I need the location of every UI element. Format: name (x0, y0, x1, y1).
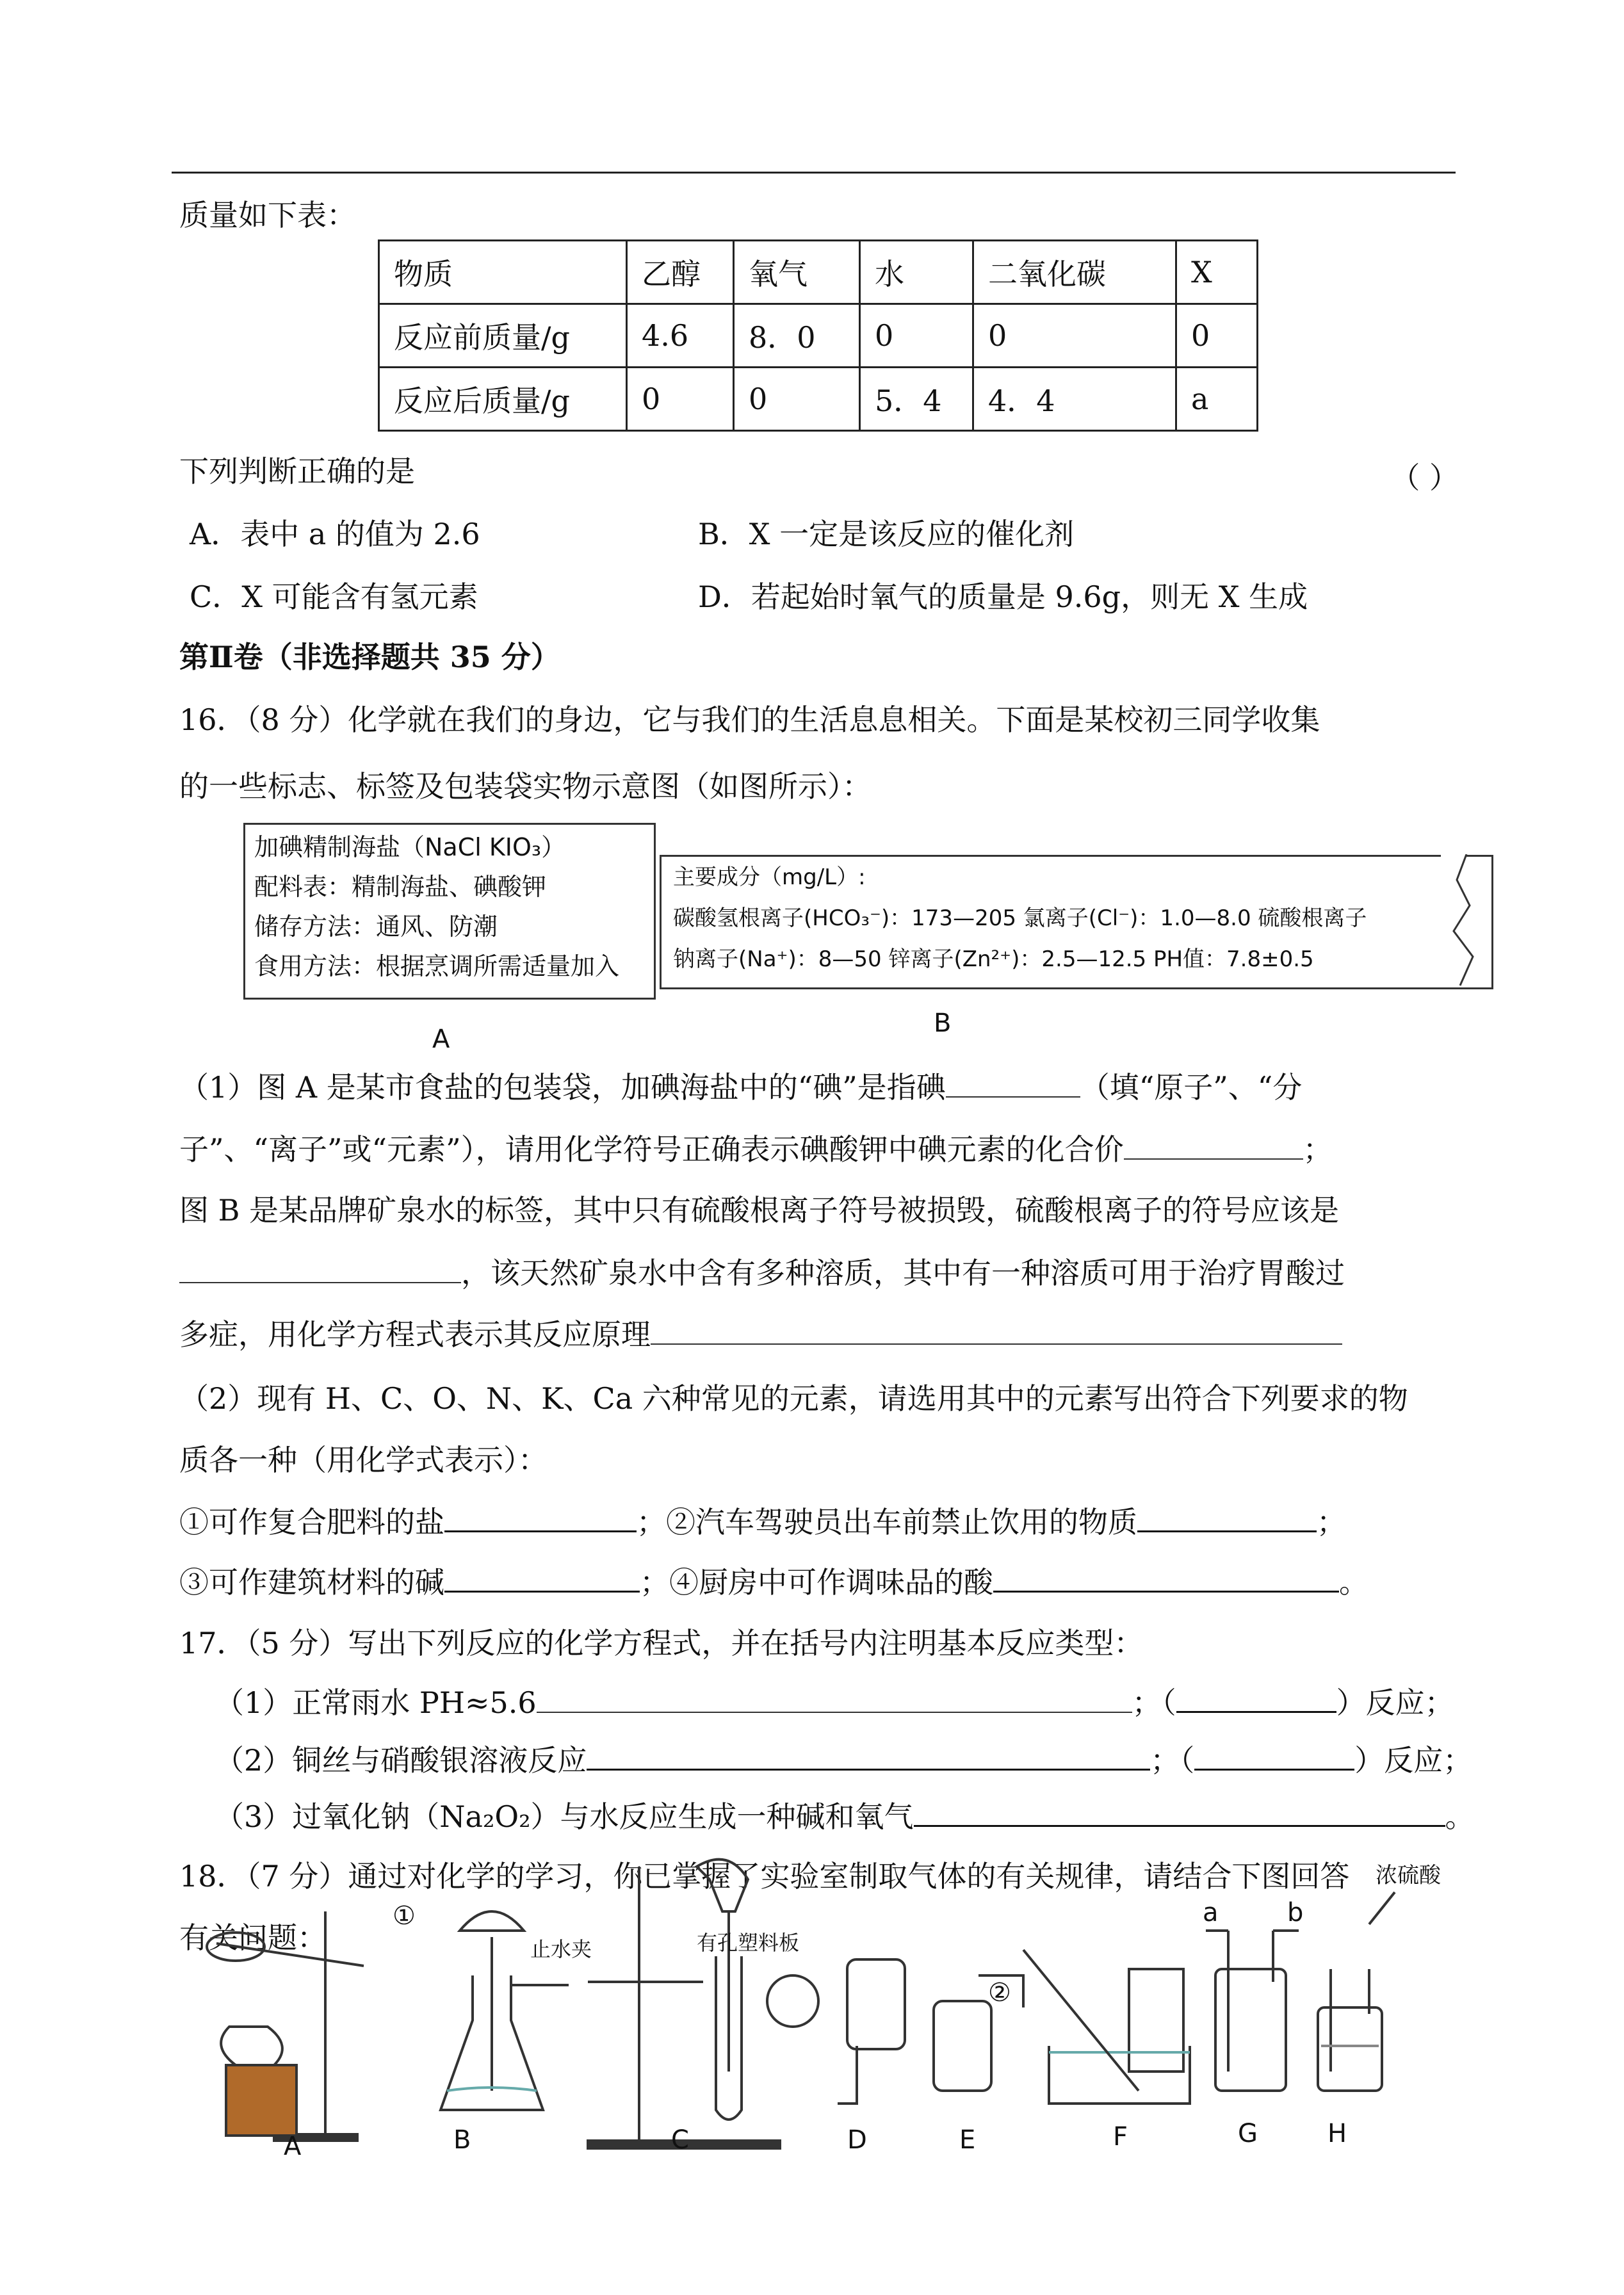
table-cell: 反应前质量/g (379, 304, 627, 368)
apparatus-c (588, 1860, 818, 2148)
table-cell: 4．4 (973, 368, 1176, 431)
label-line: 食用方法：根据烹调所需适量加入 (254, 952, 620, 980)
q17-sub2 (215, 1740, 1472, 1780)
answer-blank[interactable] (444, 1562, 640, 1593)
answer-blank[interactable] (1176, 1683, 1336, 1713)
option-b: B．X 一定是该反应的催化剂 (698, 517, 1075, 551)
answer-blank[interactable] (1124, 1130, 1303, 1160)
apparatus-annotation: ① (393, 1901, 416, 1931)
q16-line2: 的一些标志、标签及包装袋实物示意图（如图所示）： (179, 769, 872, 804)
answer-blank[interactable] (993, 1562, 1339, 1593)
apparatus-h (1318, 1892, 1395, 2091)
text-fragment: ③可作建筑材料的碱 (179, 1565, 444, 1600)
answer-blank[interactable] (537, 1683, 1132, 1713)
label-line: 碳酸氢根离子(HCO₃⁻)：173—205 氯离子(Cl⁻)：1.0—8.0 硫酸根离子 (673, 905, 1367, 931)
text-fragment: 。 (1445, 1799, 1475, 1834)
apparatus-annotation: 有孔塑料板 (697, 1931, 800, 1955)
text-fragment: （填“原子”、“分 (1080, 1070, 1303, 1105)
apparatus-label: A (284, 2132, 302, 2161)
table-cell: X (1176, 241, 1258, 304)
q18-line2: 有关问题： (179, 1920, 327, 1955)
text-fragment: （3）过氧化钠（Na₂O₂）与水反应生成一种碱和氧气 (215, 1799, 914, 1834)
text-fragment: ）反应； (1354, 1743, 1473, 1778)
apparatus-label: F (1113, 2122, 1128, 2152)
q16-part2-line1: （2）现有 H、C、O、N、K、Ca 六种常见的元素，请选用其中的元素写出符合下列要求的物 (179, 1381, 1408, 1416)
answer-bracket: （ ） (1390, 460, 1459, 495)
label-line: 加碘精制海盐（NaCl KIO₃） (254, 833, 566, 861)
table-cell: 反应后质量/g (379, 368, 627, 431)
table-cell: 0 (1176, 304, 1258, 368)
answer-blank[interactable] (179, 1254, 461, 1283)
answer-blank[interactable] (1194, 1740, 1354, 1771)
apparatus-annotation: 止水夹 (530, 1937, 592, 1961)
apparatus-label: E (959, 2125, 976, 2155)
q16-part2-line2: 质各一种（用化学式表示）： (179, 1443, 548, 1477)
table-cell: 氧气 (734, 241, 860, 304)
table-cell: 5．4 (860, 368, 973, 431)
table-cell: 4.6 (627, 304, 734, 368)
torn-edge-icon (1441, 854, 1486, 989)
apparatus-g (1206, 1931, 1299, 2091)
option-c: C．X 可能含有氢元素 (190, 580, 478, 614)
apparatus-annotation: a (1203, 1898, 1219, 1927)
text-fragment: ； (1317, 1505, 1346, 1539)
table-cell: 8．0 (734, 304, 860, 368)
answer-blank[interactable] (914, 1797, 1445, 1827)
text-fragment: ）反应； (1336, 1685, 1454, 1720)
apparatus-f (1023, 1950, 1190, 2104)
text-fragment: （1）图 A 是某市食盐的包装袋，加碘海盐中的“碘”是指碘 (179, 1070, 946, 1105)
option-a: A．表中 a 的值为 2.6 (190, 517, 480, 551)
text-fragment: ；④厨房中可作调味品的酸 (640, 1565, 993, 1600)
q16-items-row2 (179, 1562, 1368, 1602)
text-fragment: 子”、“离子”或“元素”），请用化学符号正确表示碘酸钾中碘元素的化合价 (179, 1132, 1124, 1167)
text-fragment: ，该天然矿泉水中含有多种溶质，其中有一种溶质可用于治疗胃酸过 (461, 1256, 1345, 1290)
q16-part1-line2 (179, 1130, 1333, 1169)
section-heading: 第Ⅱ卷（非选择题共 35 分） (179, 640, 560, 674)
q16-part1-line4 (179, 1254, 1345, 1292)
apparatus-d (838, 1959, 905, 2104)
water-label-figure (660, 855, 1493, 989)
label-line: 配料表：精制海盐、碘酸钾 (254, 873, 547, 901)
apparatus-label: H (1328, 2119, 1347, 2148)
table-cell: 0 (627, 368, 734, 431)
table-row (379, 304, 1258, 368)
text-fragment: ；（ (1150, 1743, 1195, 1778)
option-d: D．若起始时氧气的质量是 9.6g，则无 X 生成 (698, 580, 1308, 614)
mass-table (378, 239, 1258, 432)
table-cell: a (1176, 368, 1258, 431)
header-rule (172, 172, 1456, 174)
table-cell: 0 (973, 304, 1176, 368)
figure-caption-b: B (934, 1009, 952, 1038)
label-line: 钠离子(Na⁺)：8—50 锌离子(Zn²⁺)：2.5—12.5 PH值：7.8±0.5 (673, 946, 1314, 972)
apparatus-label: D (847, 2125, 867, 2155)
apparatus-a (207, 1911, 364, 2141)
answer-blank[interactable] (651, 1315, 1342, 1345)
q17-sub1 (215, 1683, 1454, 1722)
apparatus-label: G (1238, 2119, 1258, 2148)
answer-blank[interactable] (1137, 1502, 1317, 1532)
q17-stem: 17．（5 分）写出下列反应的化学方程式，并在括号内注明基本反应类型： (179, 1626, 1144, 1660)
text-fragment: （1）正常雨水 PH≈5.6 (215, 1685, 537, 1720)
text-fragment: ； (1303, 1132, 1333, 1167)
table-intro: 质量如下表： (179, 198, 356, 232)
apparatus-label: B (453, 2125, 471, 2155)
table-header-row (379, 241, 1258, 304)
apparatus-label: C (671, 2125, 689, 2155)
apparatus-annotation: ② (988, 1978, 1011, 2007)
text-fragment: ；②汽车驾驶员出车前禁止饮用的物质 (637, 1505, 1137, 1539)
text-fragment: （2）铜丝与硝酸银溶液反应 (215, 1743, 587, 1778)
text-fragment: ①可作复合肥料的盐 (179, 1505, 444, 1539)
q16-part1-line5 (179, 1315, 1342, 1354)
answer-blank[interactable] (946, 1068, 1080, 1098)
q18-line1: 18．（7 分）通过对化学的学习，你已掌握了实验室制取气体的有关规律，请结合下图回答 (179, 1859, 1350, 1894)
apparatus-annotation: 浓硫酸 (1376, 1863, 1441, 1888)
q16-part1-line3: 图 B 是某品牌矿泉水的标签，其中只有硫酸根离子符号被损毁，硫酸根离子的符号应该是 (179, 1193, 1340, 1228)
table-cell: 0 (734, 368, 860, 431)
apparatus-figure (191, 1854, 1459, 2161)
answer-blank[interactable] (444, 1502, 637, 1532)
salt-label-figure (243, 823, 656, 1000)
table-cell: 水 (860, 241, 973, 304)
label-line: 主要成分（mg/L）: (673, 864, 866, 890)
label-line: 储存方法：通风、防潮 (254, 912, 498, 941)
answer-blank[interactable] (587, 1740, 1150, 1771)
text-fragment: ；（ (1132, 1685, 1176, 1720)
figure-caption-a: A (432, 1025, 450, 1054)
text-fragment: 。 (1339, 1565, 1368, 1600)
q15-stem: 下列判断正确的是 (179, 454, 415, 489)
q17-sub3 (215, 1797, 1475, 1836)
table-cell: 二氧化碳 (973, 241, 1176, 304)
table-cell: 物质 (379, 241, 627, 304)
text-fragment: 多症，用化学方程式表示其反应原理 (179, 1317, 651, 1352)
q16-line1: 16．（8 分）化学就在我们的身边，它与我们的生活息息相关。下面是某校初三同学收集 (179, 702, 1320, 737)
table-row (379, 368, 1258, 431)
table-cell: 乙醇 (627, 241, 734, 304)
q16-part1-line1 (179, 1068, 1302, 1107)
q16-items-row1 (179, 1502, 1346, 1541)
apparatus-annotation: b (1287, 1898, 1304, 1927)
table-cell: 0 (860, 304, 973, 368)
